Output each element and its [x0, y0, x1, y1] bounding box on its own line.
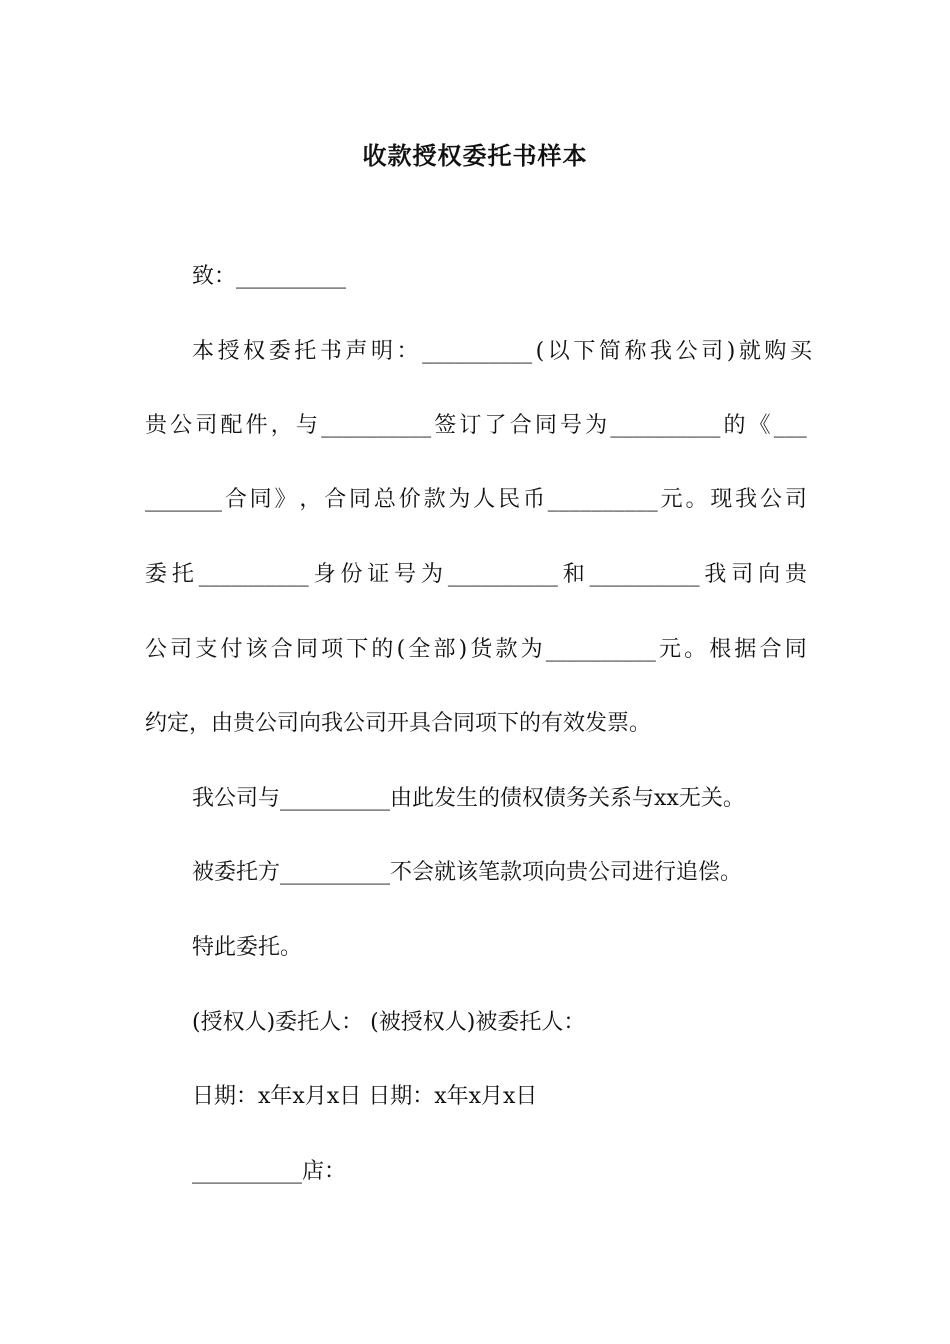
- justified-char: 合: [270, 637, 293, 662]
- justified-char: 司: [195, 413, 218, 438]
- justified-char: __________: [589, 562, 700, 587]
- justified-char: 人: [473, 487, 496, 512]
- justified-char: (: [396, 637, 406, 662]
- justified-char: 明: [370, 339, 393, 364]
- justified-char: 合: [224, 487, 247, 512]
- justified-char: 贵: [784, 562, 807, 587]
- justified-char: __________: [547, 487, 658, 512]
- justified-char: __________: [610, 413, 721, 438]
- justified-char: __________: [447, 562, 558, 587]
- justified-char: 授: [217, 339, 240, 364]
- paragraph-debt-relation: 我公司与__________由此发生的债权债务关系与xx无关。: [192, 786, 745, 811]
- signature-dates-line: 日期：x年x月x日 日期：x年x月x日: [192, 1084, 538, 1109]
- justified-char: 民: [498, 487, 521, 512]
- justified-char: __________: [198, 562, 309, 587]
- justified-char: 支: [195, 637, 218, 662]
- justified-char: 签: [434, 413, 457, 438]
- justified-char: 公: [675, 339, 698, 364]
- justified-char: 付: [220, 637, 243, 662]
- justified-char: (: [535, 339, 545, 364]
- justified-char: 元: [660, 487, 683, 512]
- justified-char: _______: [145, 487, 222, 512]
- justified-char: 与: [295, 413, 318, 438]
- justified-char: 为: [520, 637, 543, 662]
- body-line-2: [145, 411, 807, 441]
- justified-char: 为: [448, 487, 471, 512]
- justified-char: 本: [192, 339, 215, 364]
- justified-char: 称: [624, 339, 647, 364]
- justified-char: 》: [274, 487, 297, 512]
- justified-char: ，: [299, 487, 322, 512]
- justified-char: 下: [346, 637, 369, 662]
- justified-char: 买: [789, 339, 812, 364]
- justified-char: 货: [470, 637, 493, 662]
- justified-char: 我: [650, 339, 673, 364]
- justified-char: 下: [573, 339, 596, 364]
- justified-char: 托: [171, 562, 194, 587]
- justified-char: 司: [170, 637, 193, 662]
- justified-char: 同: [534, 413, 557, 438]
- justified-char: 购: [764, 339, 787, 364]
- justified-char: 部: [433, 637, 456, 662]
- justified-char: 声: [345, 339, 368, 364]
- justified-char: 合: [324, 487, 347, 512]
- justified-char: 了: [484, 413, 507, 438]
- justified-char: 合: [759, 637, 782, 662]
- body-line-6: 约定，由贵公司向我公司开具合同项下的有效发票。: [145, 711, 652, 736]
- justified-char: 的: [723, 413, 746, 438]
- justified-char: 合: [509, 413, 532, 438]
- justified-char: 托: [294, 339, 317, 364]
- justified-char: ___: [773, 413, 807, 438]
- justified-char: 号: [560, 413, 583, 438]
- justified-char: 元: [658, 637, 681, 662]
- justified-char: 据: [734, 637, 757, 662]
- justified-char: ): [726, 339, 736, 364]
- justified-char: 委: [268, 339, 291, 364]
- justified-char: __________: [545, 637, 656, 662]
- justified-char: 款: [495, 637, 518, 662]
- justified-char: 贵: [145, 413, 168, 438]
- justified-char: 公: [170, 413, 193, 438]
- justified-char: 款: [423, 487, 446, 512]
- justified-char: 公: [145, 637, 168, 662]
- paragraph-closing: 特此委托。: [192, 935, 303, 960]
- justified-char: 现: [710, 487, 733, 512]
- justified-char: 权: [243, 339, 266, 364]
- justified-char: 。: [685, 487, 708, 512]
- justified-char: 公: [760, 487, 783, 512]
- justified-char: 向: [758, 562, 781, 587]
- justified-char: 就: [738, 339, 761, 364]
- justified-char: 同: [295, 637, 318, 662]
- justified-char: 同: [349, 487, 372, 512]
- justified-char: 的: [371, 637, 394, 662]
- justified-char: 为: [421, 562, 444, 587]
- justified-char: 全: [408, 637, 431, 662]
- justified-char: ：: [396, 339, 419, 364]
- justified-char: 件: [245, 413, 268, 438]
- justified-char: 证: [367, 562, 390, 587]
- justified-char: 简: [598, 339, 621, 364]
- justified-char: 根: [709, 637, 732, 662]
- justified-char: 身: [313, 562, 336, 587]
- justified-char: ): [458, 637, 468, 662]
- justified-char: 司: [701, 339, 724, 364]
- justified-char: 《: [748, 413, 771, 438]
- signature-parties-line: (授权人)委托人： (被授权人)被委托人：: [192, 1010, 586, 1035]
- justified-char: 该: [245, 637, 268, 662]
- justified-char: 我: [735, 487, 758, 512]
- justified-char: 我: [704, 562, 727, 587]
- justified-char: __________: [321, 413, 432, 438]
- justified-char: 币: [522, 487, 545, 512]
- document-title: 收款授权委托书样本: [362, 141, 588, 170]
- justified-char: 总: [373, 487, 396, 512]
- justified-char: 司: [784, 487, 807, 512]
- justified-char: 司: [731, 562, 754, 587]
- justified-char: 委: [145, 562, 168, 587]
- justified-char: 订: [459, 413, 482, 438]
- body-line-3: [145, 485, 807, 515]
- justified-char: 。: [684, 637, 707, 662]
- body-line-4: [145, 560, 807, 590]
- salutation-line: 致：__________: [192, 264, 347, 289]
- justified-char: 同: [249, 487, 272, 512]
- body-line-1: [192, 337, 812, 367]
- justified-char: __________: [422, 339, 533, 364]
- paragraph-no-recourse: 被委托方__________不会就该笔款项向贵公司进行追偿。: [192, 860, 743, 885]
- justified-char: 价: [398, 487, 421, 512]
- justified-char: ，: [270, 413, 293, 438]
- justified-char: 份: [340, 562, 363, 587]
- justified-char: 项: [321, 637, 344, 662]
- justified-char: 同: [784, 637, 807, 662]
- justified-char: 配: [220, 413, 243, 438]
- justified-char: 以: [547, 339, 570, 364]
- justified-char: 书: [319, 339, 342, 364]
- body-line-5: [145, 635, 807, 665]
- justified-char: 为: [585, 413, 608, 438]
- justified-char: 号: [394, 562, 417, 587]
- justified-char: 和: [562, 562, 585, 587]
- store-line: __________店：: [192, 1159, 347, 1184]
